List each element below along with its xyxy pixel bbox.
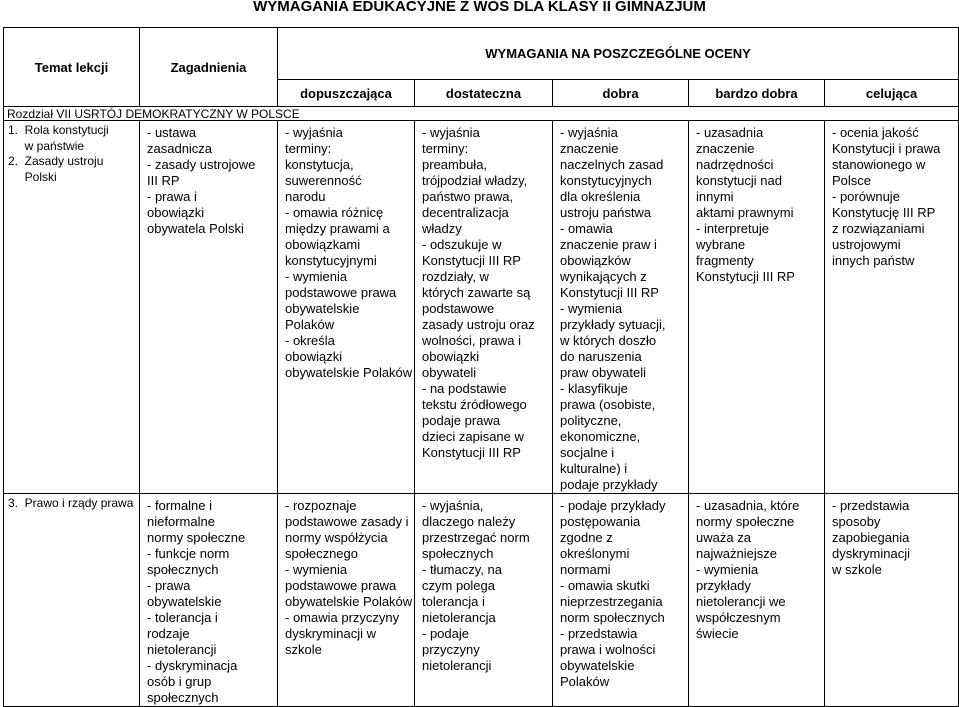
grade-cell-bardzo-dobra (689, 121, 825, 494)
cell-line: Konstytucji III RP (422, 253, 521, 268)
cell-line: zasadnicza (147, 141, 213, 156)
cell-line: konstytucyjnych (560, 173, 652, 188)
cell-line: praw obywateli (560, 365, 646, 380)
grade-cell-dopuszczajaca (278, 121, 415, 494)
cell-line: - formalne i (147, 498, 213, 513)
cell-line: Konstytucję III RP (832, 205, 936, 220)
cell-line: osób i grup (147, 674, 212, 689)
cell-line: z rozwiązaniami (832, 221, 925, 236)
cell-line: - wyjaśnia (422, 125, 480, 140)
cell-line: rodzaje (147, 626, 190, 641)
cell-line: normy społeczne (147, 530, 246, 545)
cell-line: - omawia przyczyny (285, 610, 400, 625)
cell-line: - funkcje norm (147, 546, 230, 561)
cell-line: nietolerancji we (696, 594, 786, 609)
cell-line: - wymienia (285, 269, 348, 284)
cell-line: 1. Rola konstytucji (8, 123, 109, 137)
cell-line: Konstytucji III RP (696, 269, 795, 284)
cell-line: stanowionego w (832, 157, 926, 172)
topic-cell (4, 121, 140, 494)
cell-line: znaczenie (560, 141, 619, 156)
cell-line: - wymienia (285, 562, 348, 577)
issues-cell (140, 494, 278, 707)
table-row (4, 121, 959, 494)
grade-cell-dostateczna (415, 121, 553, 494)
cell-line: do naruszenia (560, 349, 642, 364)
requirements-table (3, 27, 959, 707)
cell-line: - omawia różnicę (285, 205, 384, 220)
cell-line: obywatelskie (285, 301, 360, 316)
cell-line: norm społecznych (560, 610, 665, 625)
cell-line: - przedstawia (832, 498, 910, 513)
cell-line: - określa (285, 333, 335, 348)
cell-line: określonymi (560, 546, 630, 561)
cell-line: innych państw (832, 253, 915, 268)
cell-line: obowiązków (560, 253, 631, 268)
cell-line: obywatelskie (560, 658, 635, 673)
cell-line: społecznych (422, 546, 494, 561)
cell-line: nieprzestrzegania (560, 594, 663, 609)
cell-line: obywateli (422, 365, 477, 380)
cell-line: obywatelskie (147, 594, 222, 609)
grade-cell-dostateczna (415, 494, 553, 707)
cell-line: 2. Zasady ustroju (8, 154, 104, 168)
cell-line: normy współżycia (285, 530, 388, 545)
cell-line: najważniejsze (696, 546, 777, 561)
cell-line: społecznych (147, 690, 219, 705)
table-row (4, 494, 959, 707)
cell-line: - podaje przykłady (560, 498, 666, 513)
cell-line: podaje przykłady (560, 477, 658, 492)
cell-line: Konstytucji i prawa (832, 141, 941, 156)
cell-line: w państwie (8, 138, 85, 153)
cell-line: normy społeczne (696, 514, 795, 529)
header-issues: Zagadnienia (140, 28, 278, 107)
cell-line: obywatela Polski (147, 221, 244, 236)
cell-line: dla określenia (560, 189, 641, 204)
cell-line: - dyskryminacja (147, 658, 238, 673)
cell-line: zasady ustroju oraz (422, 317, 535, 332)
cell-line: - tolerancja i (147, 610, 218, 625)
cell-line: obywatelskie Polaków (285, 594, 413, 609)
cell-line: społecznych (147, 562, 219, 577)
cell-line: przestrzegać norm (422, 530, 530, 545)
cell-line: przyczyny (422, 642, 480, 657)
cell-line: obowiązkami (285, 237, 361, 252)
cell-line: zapobiegania (832, 530, 910, 545)
cell-line: narodu (285, 189, 326, 204)
grade-cell-celujaca (825, 494, 959, 707)
grade-header: dostateczna (415, 80, 553, 107)
cell-line: decentralizacja (422, 205, 509, 220)
cell-line: nadrzędności (696, 157, 774, 172)
cell-line: - tłumaczy, na (422, 562, 502, 577)
grade-header: celująca (825, 80, 959, 107)
cell-line: znaczenie (696, 141, 755, 156)
cell-line: innymi (696, 189, 734, 204)
cell-line: prawa (osobiste, (560, 397, 656, 412)
cell-line: państwo prawa, (422, 189, 514, 204)
cell-line: Polaków (560, 674, 610, 689)
cell-line: - uzasadnia (696, 125, 764, 140)
cell-line: fragmenty (696, 253, 754, 268)
cell-line: dyskryminacji (832, 546, 911, 561)
cell-line: władzy (422, 221, 462, 236)
cell-line: obowiązki (285, 349, 343, 364)
cell-line: - wyjaśnia (560, 125, 618, 140)
grade-cell-dobra (553, 494, 689, 707)
cell-line: - ustawa (147, 125, 197, 140)
cell-line: w szkole (832, 562, 882, 577)
cell-line: Polaków (285, 317, 335, 332)
cell-line: ekonomiczne, (560, 429, 641, 444)
cell-line: suwerenność (285, 173, 362, 188)
header-topic: Temat lekcji (4, 28, 140, 107)
cell-line: terminy: (285, 141, 332, 156)
document-title: WYMAGANIA EDUKACYJNE Z WOS DLA KLASY II GIMNAZJUM (253, 0, 706, 13)
cell-line: polityczne, (560, 413, 622, 428)
cell-line: podstawowe zasady i (285, 514, 409, 529)
cell-line: konstytucji nad (696, 173, 782, 188)
cell-line: obywatelskie Polaków (285, 365, 413, 380)
cell-line: czym polega (422, 578, 495, 593)
cell-line: terminy: (422, 141, 469, 156)
cell-line: kulturalne) i (560, 461, 628, 476)
grade-cell-dopuszczajaca (278, 494, 415, 707)
cell-line: społecznego (285, 546, 358, 561)
cell-line: obowiązki (422, 349, 480, 364)
cell-line: - odszukuje w (422, 237, 502, 252)
cell-line: - wyjaśnia (285, 125, 343, 140)
cell-line: konstytucyjnymi (285, 253, 377, 268)
cell-line: podstawowe prawa (285, 578, 397, 593)
cell-line: preambuła, (422, 157, 488, 172)
cell-line: - prawa i (147, 189, 197, 204)
grade-header: dobra (553, 80, 689, 107)
cell-line: dzieci zapisane w (422, 429, 524, 444)
cell-line: rozdziały, w (422, 269, 489, 284)
cell-line: naczelnych zasad (560, 157, 664, 172)
cell-line: - wyjaśnia, (422, 498, 484, 513)
cell-line: - podaje (422, 626, 469, 641)
cell-line: - klasyfikuje (560, 381, 628, 396)
cell-line: Polsce (832, 173, 872, 188)
cell-line: - ocenia jakość (832, 125, 919, 140)
cell-line: w których doszło (560, 333, 657, 348)
grade-cell-dobra (553, 121, 689, 494)
cell-line: sposoby (832, 514, 881, 529)
cell-line: - przedstawia (560, 626, 638, 641)
cell-line: szkole (285, 642, 322, 657)
cell-line: socjalne i (560, 445, 615, 460)
cell-line: znaczenie praw i (560, 237, 657, 252)
cell-line: podstawowe (422, 301, 495, 316)
cell-line: przykłady sytuacji, (560, 317, 666, 332)
topic-cell (4, 494, 140, 707)
grade-header: bardzo dobra (689, 80, 825, 107)
cell-line: konstytucja, (285, 157, 354, 172)
cell-line: prawa i wolności (560, 642, 656, 657)
cell-line: aktami prawnymi (696, 205, 794, 220)
cell-line: - wymienia (560, 301, 623, 316)
cell-line: nietolerancji (422, 658, 492, 673)
cell-line: podstawowe prawa (285, 285, 397, 300)
cell-line: Konstytucji III RP (560, 285, 659, 300)
cell-line: III RP (147, 173, 180, 188)
cell-line: normami (560, 562, 611, 577)
cell-line: obowiązki (147, 205, 205, 220)
cell-line: - wymienia (696, 562, 759, 577)
cell-line: dyskryminacji w (285, 626, 377, 641)
cell-line: świecie (696, 626, 739, 641)
cell-line: - prawa (147, 578, 191, 593)
cell-line: - porównuje (832, 189, 900, 204)
cell-line: - omawia skutki (560, 578, 650, 593)
cell-line: ustroju państwa (560, 205, 652, 220)
cell-line: ustrojowymi (832, 237, 901, 252)
cell-line: współczesnym (696, 610, 781, 625)
cell-line: zgodne z (560, 530, 613, 545)
cell-line: 3. Prawo i rządy prawa (8, 496, 134, 510)
issues-cell (140, 121, 278, 494)
cell-line: Konstytucji III RP (422, 445, 521, 460)
cell-line: między prawami a (285, 221, 390, 236)
cell-line: dlaczego należy (422, 514, 516, 529)
cell-line: tekstu źródłowego (422, 397, 527, 412)
cell-line: - uzasadnia, które (696, 498, 800, 513)
cell-line: nietolerancji (147, 642, 217, 657)
cell-line: wybrane (696, 237, 746, 252)
section-heading: Rozdział VII USRTÓJ DEMOKRATYCZNY W POLSCE (4, 107, 959, 121)
cell-line: - omawia (560, 221, 613, 236)
cell-line: - rozpoznaje (285, 498, 357, 513)
cell-line: - na podstawie (422, 381, 507, 396)
cell-line: - zasady ustrojowe (147, 157, 256, 172)
header-requirements: WYMAGANIA NA POSZCZEGÓLNE OCENY (278, 28, 959, 80)
cell-line: Polski (8, 169, 57, 184)
cell-line: nietolerancja (422, 610, 496, 625)
cell-line: wynikających z (560, 269, 647, 284)
cell-line: uważa za (696, 530, 751, 545)
grade-cell-bardzo-dobra (689, 494, 825, 707)
cell-line: - interpretuje (696, 221, 769, 236)
cell-line: przykłady (696, 578, 751, 593)
cell-line: nieformalne (147, 514, 215, 529)
grade-cell-celujaca (825, 121, 959, 494)
cell-line: trójpodział władzy, (422, 173, 528, 188)
grade-header: dopuszczająca (278, 80, 415, 107)
cell-line: wolności, prawa i (422, 333, 521, 348)
cell-line: postępowania (560, 514, 641, 529)
cell-line: tolerancja i (422, 594, 485, 609)
cell-line: podaje prawa (422, 413, 501, 428)
cell-line: których zawarte są (422, 285, 531, 300)
